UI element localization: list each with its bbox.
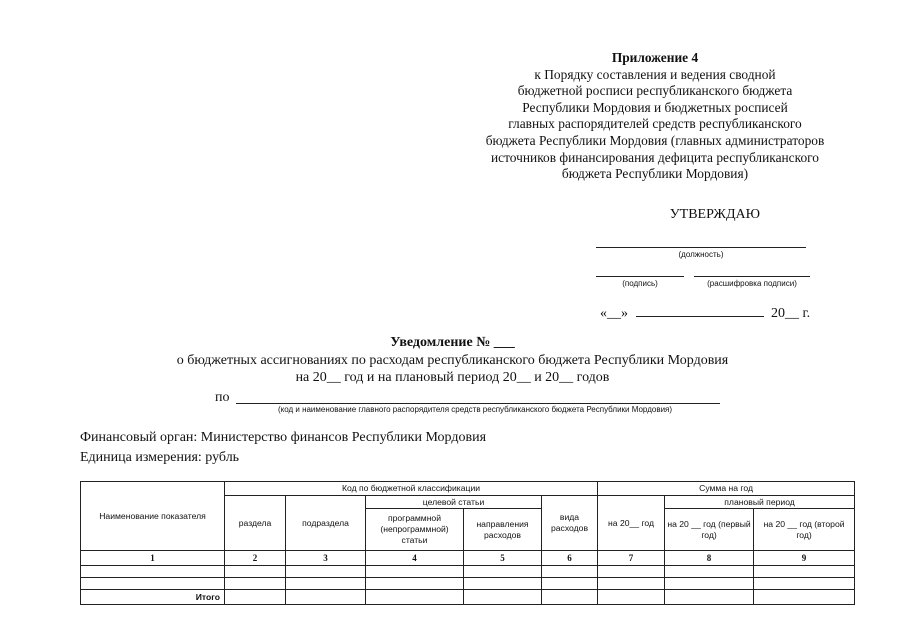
position-line [596, 247, 806, 248]
header-year: на 20__ год [598, 496, 665, 551]
column-number: 4 [366, 551, 464, 566]
header-name: Наименование показателя [81, 482, 225, 551]
header-second-year: на 20 __ год (второй год) [754, 509, 855, 551]
appendix-line: к Порядку составления и ведения сводной [534, 66, 776, 82]
column-number: 1 [81, 551, 225, 566]
total-row [81, 590, 855, 605]
appendix-block [440, 50, 870, 183]
header-section: раздела [225, 496, 286, 551]
appendix-line: главных распорядителей средств республиканского [508, 116, 802, 132]
date-month-line [636, 316, 764, 317]
signature-line [596, 276, 684, 277]
column-number: 3 [286, 551, 366, 566]
decoding-line [694, 276, 810, 277]
approval-date [600, 306, 810, 322]
header-subsection: подраздела [286, 496, 366, 551]
column-number: 5 [464, 551, 542, 566]
column-number: 2 [225, 551, 286, 566]
financial-body: Финансовый орган: Министерство финансов Республики Мордовия [80, 430, 487, 445]
total-label: Итого [81, 590, 225, 605]
header-code: Код по бюджетной классификации [225, 482, 598, 496]
header-program: программной (непрограммной) статьи [366, 509, 464, 551]
table-row [81, 578, 855, 590]
header-kind: вида расходов [542, 496, 598, 551]
po-caption: (код и наименование главного распорядителя средств республиканского бюджета Республики Мордовия) [277, 405, 673, 414]
decoding-caption: (расшифровка подписи) [707, 279, 797, 288]
column-number: 9 [754, 551, 855, 566]
notice-line2: на 20__ год и на плановый период 20__ и 20__ годов [295, 370, 610, 385]
header-planned: плановый период [665, 496, 855, 509]
header-target: целевой статьи [366, 496, 542, 509]
notice-title: Уведомление № ___ [390, 335, 515, 350]
po-line [236, 403, 720, 404]
appendix-line: бюджета Республики Мордовия) [561, 166, 749, 182]
unit-of-measure: Единица измерения: рубль [80, 450, 240, 465]
position-caption: (должность) [678, 250, 724, 259]
appendix-line: бюджета Республики Мордовия (главных администраторов [485, 132, 825, 148]
signature-caption: (подпись) [622, 279, 658, 288]
budget-table [80, 481, 855, 605]
approve-heading: УТВЕРЖДАЮ [669, 207, 760, 222]
date-day: «__» [600, 306, 628, 321]
appendix-line: бюджетной росписи республиканского бюджета [517, 83, 793, 99]
header-first-year: на 20 __ год (первый год) [665, 509, 754, 551]
column-number: 8 [665, 551, 754, 566]
column-number: 7 [598, 551, 665, 566]
notice-line1: о бюджетных ассигнованиях по расходам республиканского бюджета Республики Мордовия [176, 353, 729, 368]
column-numbers-row [81, 551, 855, 566]
po-label: по [215, 390, 230, 405]
appendix-line: источников финансирования дефицита республиканского [491, 149, 819, 165]
table-row [81, 566, 855, 578]
appendix-title: Приложение 4 [611, 50, 699, 65]
header-sum: Сумма на год [598, 482, 855, 496]
date-year: 20__ г. [771, 306, 811, 321]
column-number: 6 [542, 551, 598, 566]
appendix-line: Республики Мордовия и бюджетных росписей [522, 99, 788, 115]
header-direction: направления расходов [464, 509, 542, 551]
notice-subtitle [0, 352, 905, 386]
